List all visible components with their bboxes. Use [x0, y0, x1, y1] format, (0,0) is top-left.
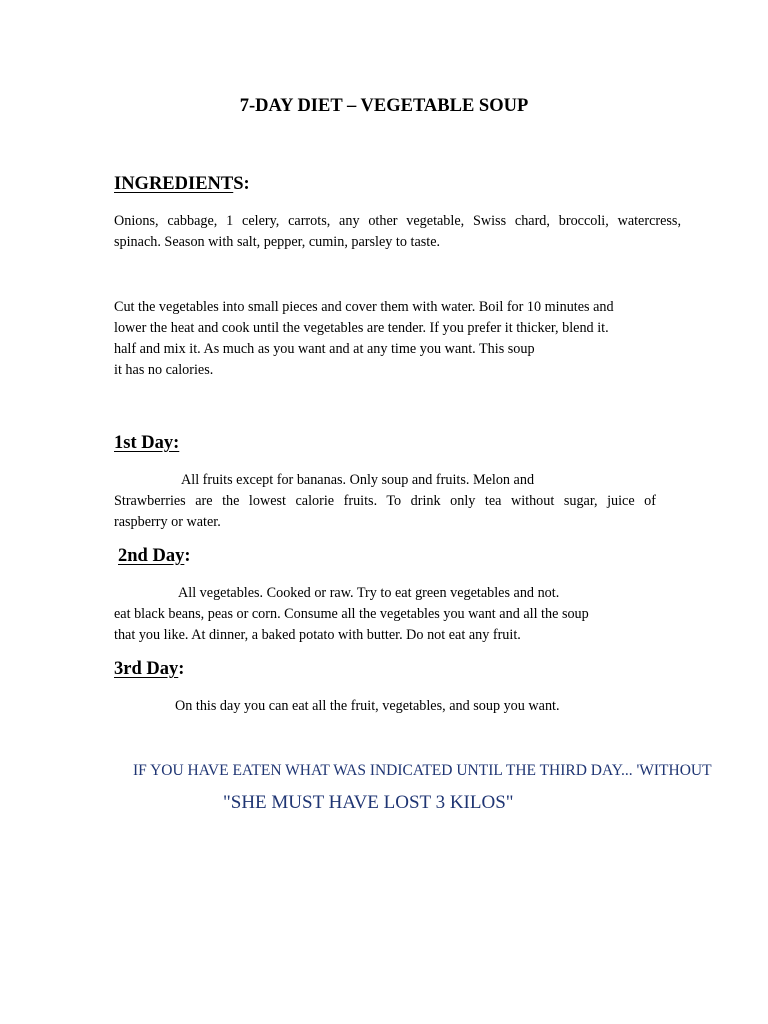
day2-line-3: that you like. At dinner, a baked potato with butter. Do not eat any fruit. — [114, 627, 521, 643]
day1-line-3: raspberry or water. — [114, 514, 221, 530]
day3-heading-rest: : — [178, 659, 185, 679]
ingredients-heading-underlined: INGREDIENT — [114, 174, 234, 194]
ingredients-line-1: Onions, cabbage, 1 celery, carrots, any other vegetable, Swiss chard, broccoli, watercress, — [114, 213, 681, 229]
preparation-line-3: half and mix it. As much as you want and at any time you want. This soup — [114, 341, 535, 357]
document-title: 7-DAY DIET – VEGETABLE SOUP — [239, 96, 529, 116]
day3-heading — [114, 659, 184, 680]
day1-line-1: All fruits except for bananas. Only soup and fruits. Melon and — [181, 472, 535, 488]
preparation-line-2: lower the heat and cook until the vegetables are tender. If you prefer it thicker, blend it. — [114, 320, 609, 336]
notice-line-1: IF YOU HAVE EATEN WHAT WAS INDICATED UNTIL THE THIRD DAY... 'WITHOUT — [133, 762, 712, 779]
day2-heading-rest: : — [184, 546, 191, 566]
notice-line-2: "SHE MUST HAVE LOST 3 KILOS" — [223, 792, 514, 813]
day1-heading: 1st Day: — [114, 433, 180, 453]
preparation-line-4: it has no calories. — [114, 362, 214, 378]
ingredients-heading — [114, 174, 250, 195]
ingredients-line-2: spinach. Season with salt, pepper, cumin, parsley to taste. — [114, 234, 441, 250]
day2-heading-underlined: 2nd Day — [118, 546, 185, 566]
day2-line-1: All vegetables. Cooked or raw. Try to eat green vegetables and not. — [178, 585, 560, 601]
day1-line-2: Strawberries are the lowest calorie fruits. To drink only tea without sugar, juice of — [114, 493, 656, 509]
day2-line-2: eat black beans, peas or corn. Consume all the vegetables you want and all the soup — [114, 606, 589, 622]
day3-heading-underlined: 3rd Day — [114, 659, 179, 679]
ingredients-heading-rest: S: — [233, 174, 250, 194]
day3-line-1: On this day you can eat all the fruit, vegetables, and soup you want. — [175, 698, 560, 714]
preparation-line-1: Cut the vegetables into small pieces and cover them with water. Boil for 10 minutes and — [114, 299, 614, 315]
day2-heading — [118, 546, 191, 567]
